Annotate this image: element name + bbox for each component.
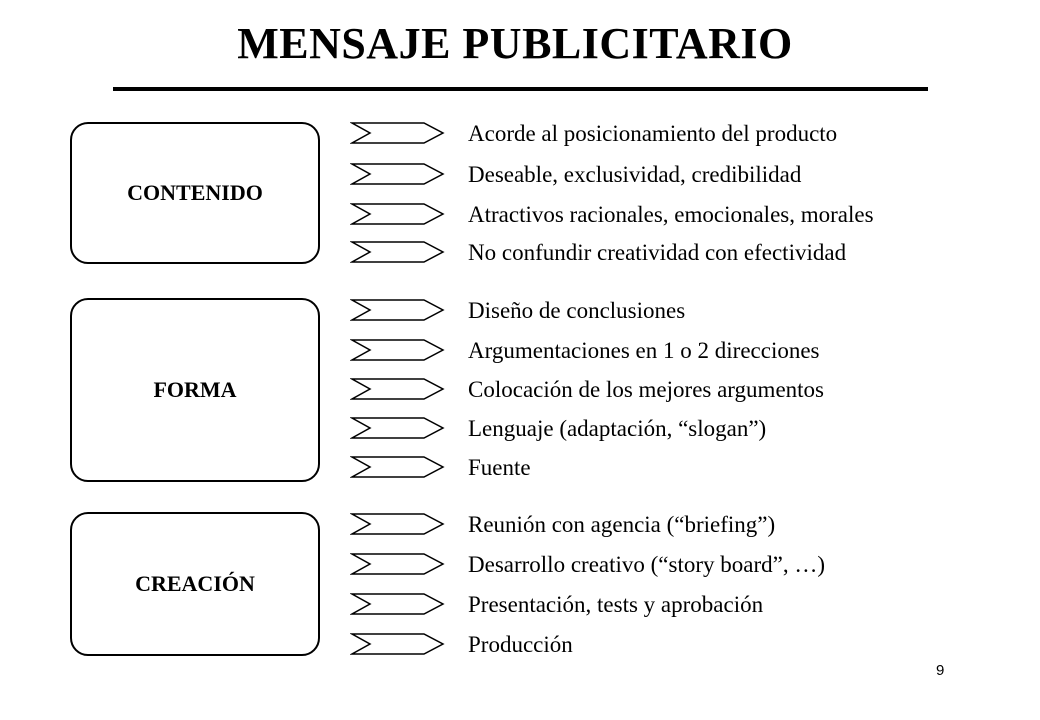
list-item: Lenguaje (adaptación, “slogan”) <box>468 416 767 441</box>
item-arrow-icon <box>350 298 445 322</box>
section-box-forma <box>70 298 320 482</box>
section-box-creacion <box>70 512 320 656</box>
item-arrow-icon <box>350 240 445 264</box>
item-arrow-icon <box>350 377 445 401</box>
list-item: Desarrollo creativo (“story board”, …) <box>468 552 825 577</box>
section-label: CREACIÓN <box>135 571 255 596</box>
item-arrow-icon <box>350 121 445 145</box>
section-box-contenido <box>70 122 320 264</box>
item-arrow-icon <box>350 552 445 576</box>
slide-title: MENSAJE PUBLICITARIO <box>237 19 793 68</box>
list-item: Fuente <box>468 455 531 480</box>
list-item: Presentación, tests y aprobación <box>468 592 764 617</box>
list-item: Atractivos racionales, emocionales, morales <box>468 202 874 227</box>
list-item: Diseño de conclusiones <box>468 298 686 323</box>
list-item: Reunión con agencia (“briefing”) <box>468 512 776 537</box>
item-arrow-icon <box>350 416 445 440</box>
page-number: 9 <box>936 662 945 679</box>
title-underline <box>113 87 928 91</box>
list-item: No confundir creatividad con efectividad <box>468 240 847 265</box>
list-item: Deseable, exclusividad, credibilidad <box>468 162 802 187</box>
section-label: CONTENIDO <box>127 180 263 205</box>
item-arrow-icon <box>350 338 445 362</box>
item-arrow-icon <box>350 512 445 536</box>
item-arrow-icon <box>350 202 445 226</box>
item-arrow-icon <box>350 632 445 656</box>
list-item: Colocación de los mejores argumentos <box>468 377 824 402</box>
list-item: Acorde al posicionamiento del producto <box>468 121 838 146</box>
item-arrow-icon <box>350 592 445 616</box>
section-label: FORMA <box>153 377 237 402</box>
item-arrow-icon <box>350 455 445 479</box>
list-item: Argumentaciones en 1 o 2 direcciones <box>468 338 820 363</box>
list-item: Producción <box>468 632 573 657</box>
item-arrow-icon <box>350 162 445 186</box>
